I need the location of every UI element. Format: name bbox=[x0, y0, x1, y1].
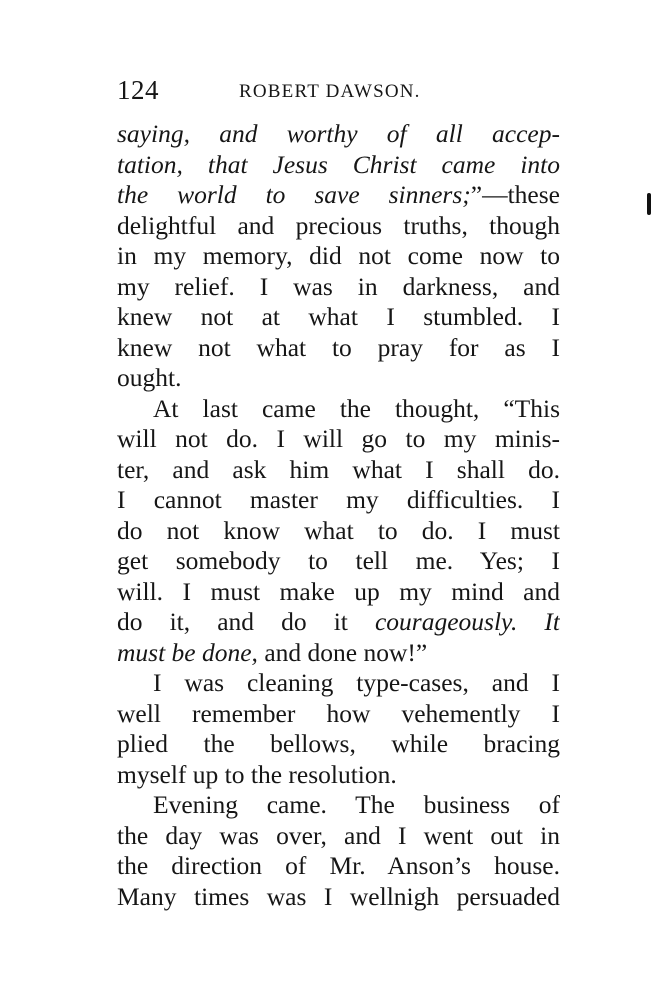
roman-text: will not do. I will go to my minis- bbox=[117, 424, 560, 453]
roman-text: I cannot master my difficulties. I bbox=[117, 485, 560, 514]
roman-text: ought. bbox=[117, 363, 182, 392]
roman-text: I was cleaning type-cases, and I bbox=[153, 668, 560, 697]
text-line bbox=[117, 241, 560, 272]
text-line bbox=[117, 333, 560, 364]
roman-text: will. I must make up my mind and bbox=[117, 576, 560, 606]
text-line bbox=[117, 638, 560, 669]
text-line bbox=[117, 729, 560, 760]
page-edge-mark bbox=[647, 193, 651, 215]
roman-text: ter, and ask him what I shall do. bbox=[117, 454, 560, 484]
roman-text: delightful and precious truths, though bbox=[117, 210, 560, 240]
roman-text: my relief. I was in darkness, and bbox=[117, 271, 560, 301]
roman-text: knew not what to pray for as I bbox=[117, 332, 560, 362]
roman-text: in my memory, did not come now to bbox=[117, 241, 560, 270]
roman-text: the day was over, and I went out in bbox=[117, 820, 560, 850]
text-line bbox=[117, 302, 560, 333]
text-line bbox=[117, 668, 560, 699]
text-line bbox=[117, 211, 560, 242]
page-number: 124 bbox=[117, 75, 159, 105]
body-text bbox=[117, 119, 560, 912]
roman-text: knew not at what I stumbled. I bbox=[117, 302, 560, 331]
text-line bbox=[117, 760, 560, 791]
italic-text: tation, that Jesus Christ came into bbox=[117, 149, 560, 179]
italic-text: courageously. It bbox=[374, 607, 560, 636]
text-line bbox=[117, 485, 560, 516]
text-line bbox=[117, 546, 560, 577]
text-line bbox=[117, 119, 560, 150]
text-line bbox=[117, 272, 560, 303]
text-line bbox=[117, 455, 560, 486]
text-line bbox=[117, 699, 560, 730]
roman-text: plied the bellows, while bracing bbox=[117, 729, 560, 758]
text-line bbox=[117, 577, 560, 608]
roman-text: and done now!” bbox=[257, 637, 428, 667]
text-line bbox=[117, 363, 560, 394]
running-head: ROBERT DAWSON. bbox=[239, 81, 421, 102]
roman-text: myself up to the resolution. bbox=[117, 759, 397, 789]
text-line bbox=[117, 424, 560, 455]
text-line bbox=[117, 394, 560, 425]
italic-text: must be done, bbox=[117, 637, 258, 667]
roman-text: well remember how vehemently I bbox=[117, 698, 560, 728]
text-line bbox=[117, 150, 560, 181]
text-line bbox=[117, 516, 560, 547]
italic-text: saying, and worthy of all accep- bbox=[117, 119, 560, 148]
roman-text: do not know what to do. I must bbox=[117, 515, 560, 545]
italic-text: the world to save sinners; bbox=[117, 180, 471, 209]
roman-text: get somebody to tell me. Yes; I bbox=[117, 546, 560, 575]
roman-text: Many times was I wellnigh persuaded bbox=[117, 881, 560, 911]
page-header bbox=[117, 72, 560, 108]
text-line bbox=[117, 607, 560, 638]
text-line bbox=[117, 790, 560, 821]
text-line bbox=[117, 821, 560, 852]
text-line bbox=[117, 882, 560, 913]
text-line bbox=[117, 180, 560, 211]
text-line bbox=[117, 851, 560, 882]
roman-text: At last came the thought, “This bbox=[153, 393, 560, 423]
roman-text: ”—these bbox=[470, 180, 560, 209]
roman-text: Evening came. The business of bbox=[153, 790, 560, 819]
roman-text: do it, and do it bbox=[117, 607, 375, 636]
roman-text: the direction of Mr. Anson’s house. bbox=[117, 851, 560, 880]
